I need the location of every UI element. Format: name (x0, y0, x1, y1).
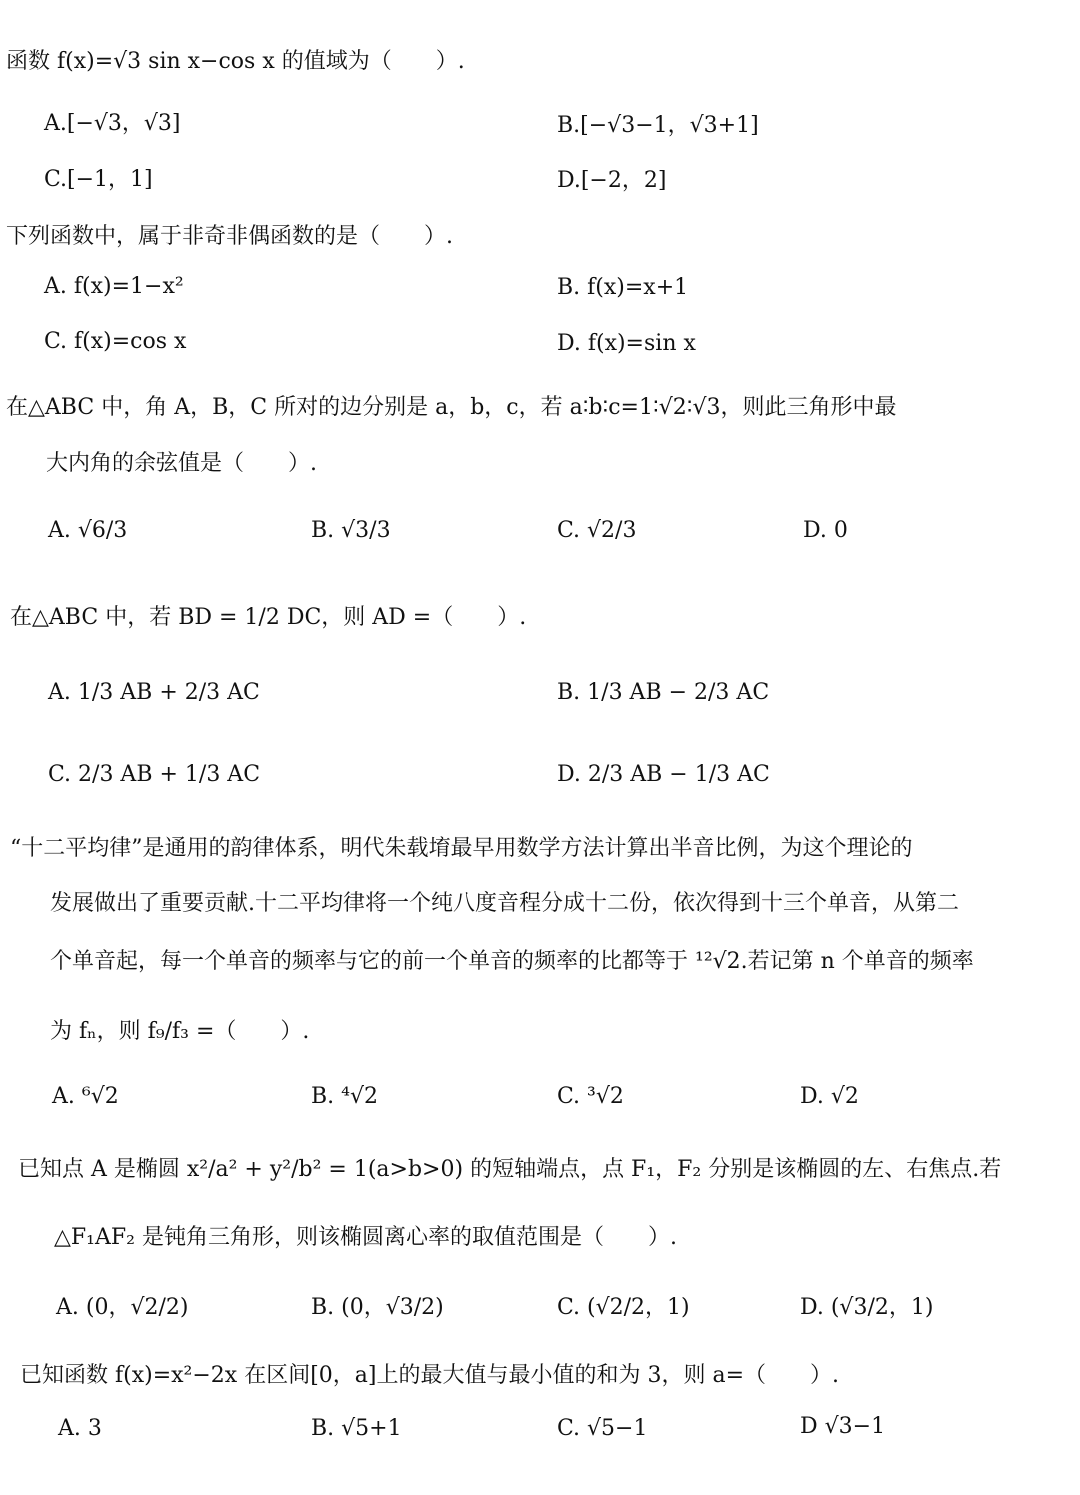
q26-option-c: C. √2/3 (557, 518, 637, 543)
q25-option-a: A. f(x)=1−x² (44, 274, 184, 299)
q28-option-b: B. ⁴√2 (311, 1084, 378, 1109)
q28-option-a: A. ⁶√2 (52, 1084, 119, 1109)
q24-option-d: D.[−2，2] (557, 168, 667, 193)
q28-option-c: C. ³√2 (557, 1084, 624, 1109)
q27-option-b: B. 1/3 AB − 2/3 AC (557, 680, 770, 705)
q29-option-a: A. (0，√2/2) (56, 1295, 189, 1320)
q29-option-c: C. (√2/2，1) (557, 1295, 690, 1320)
q26-option-b: B. √3/3 (311, 518, 391, 543)
question-27: 在△ABC 中，若 BD = 1/2 DC，则 AD =（ ）. (10, 605, 527, 630)
q28-option-d: D. √2 (800, 1084, 859, 1109)
q30-option-a: A. 3 (58, 1416, 102, 1441)
q30-option-b: B. √5+1 (311, 1416, 402, 1441)
question-26-line-2: 大内角的余弦值是（ ）. (46, 451, 317, 476)
q27-option-d: D. 2/3 AB − 1/3 AC (557, 762, 770, 787)
q24-option-b: B.[−√3−1，√3+1] (557, 113, 759, 138)
question-25: 下列函数中，属于非奇非偶函数的是（ ）. (6, 224, 453, 249)
question-30: 已知函数 f(x)=x²−2x 在区间[0，a]上的最大值与最小值的和为 3，则 a=（ ）. (20, 1363, 840, 1388)
q30-option-d: D √3−1 (800, 1414, 886, 1439)
q24-option-c: C.[−1，1] (44, 167, 153, 192)
q24-option-a: A.[−√3，√3] (44, 111, 181, 136)
question-28-line-4: 为 fₙ，则 f₉/f₃ =（ ）. (50, 1019, 310, 1044)
q29-option-b: B. (0，√3/2) (311, 1295, 444, 1320)
q25-option-c: C. f(x)=cos x (44, 329, 187, 354)
q25-option-d: D. f(x)=sin x (557, 331, 696, 356)
question-28-line-2: 发展做出了重要贡献.十二平均律将一个纯八度音程分成十二份，依次得到十三个单音，从第二 (50, 891, 959, 916)
q27-option-c: C. 2/3 AB + 1/3 AC (48, 762, 261, 787)
q30-option-c: C. √5−1 (557, 1416, 648, 1441)
question-24: 函数 f(x)=√3 sin x−cos x 的值域为（ ）. (6, 49, 465, 74)
question-29-line-2: △F₁AF₂ 是钝角三角形，则该椭圆离心率的取值范围是（ ）. (54, 1225, 677, 1250)
q27-option-a: A. 1/3 AB + 2/3 AC (48, 680, 260, 705)
question-28-line-3: 个单音起，每一个单音的频率与它的前一个单音的频率的比都等于 ¹²√2.若记第 n 个单音的频率 (50, 949, 974, 974)
question-26-line-1: 在△ABC 中，角 A，B，C 所对的边分别是 a，b，c，若 a∶b∶c=1∶√2∶√3，则此三角形中最 (6, 395, 897, 420)
question-28-line-1: “十二平均律”是通用的韵律体系，明代朱载堉最早用数学方法计算出半音比例，为这个理论的 (10, 836, 913, 861)
q26-option-a: A. √6/3 (48, 518, 128, 543)
q26-option-d: D. 0 (803, 518, 848, 543)
q25-option-b: B. f(x)=x+1 (557, 275, 689, 300)
q29-option-d: D. (√3/2，1) (800, 1295, 934, 1320)
question-29-line-1: 已知点 A 是椭圆 x²/a² + y²/b² = 1(a>b>0) 的短轴端点，点 F₁，F₂ 分别是该椭圆的左、右焦点.若 (18, 1157, 1002, 1182)
